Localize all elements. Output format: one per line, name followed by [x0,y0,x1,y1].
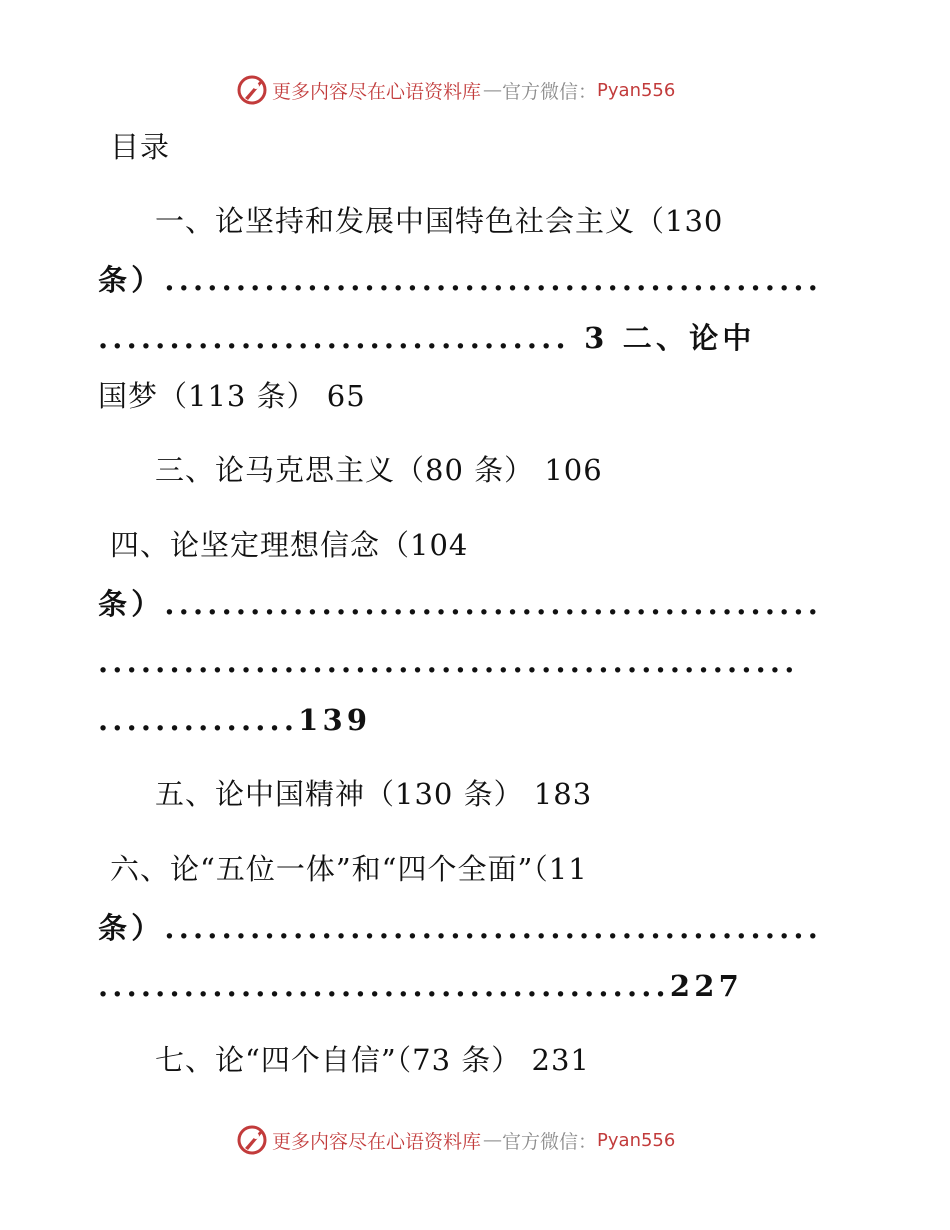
toc-line-10: 五、论中国精神（130 条） 183 [155,777,593,811]
toc-line-11: 六、论“五位一体”和“四个全面”（11 [110,852,588,886]
watermark-official-label: 官方微信： [502,80,598,103]
watermark-banner-top [236,73,675,107]
toc-line-2: 条）.............................................. [98,263,823,297]
watermark-separator: — [483,1129,501,1151]
quill-logo-icon [236,1124,268,1156]
watermark-text: 更多内容尽在心语资料库 [272,1130,482,1153]
toc-line-13: ........................................227 [98,969,743,1003]
toc-heading: 目录 [110,130,171,164]
toc-line-3: ................................. 3 二、论中 [98,321,756,355]
watermark-banner-bottom [236,1123,675,1157]
toc-line-12: 条）.............................................. [98,911,823,945]
toc-line-1: 一、论坚持和发展中国特色社会主义（130 [155,204,724,238]
watermark-official-label: 官方微信： [502,1130,598,1153]
watermark-wechat-id: Pyan556 [597,79,676,101]
watermark-wechat-id: Pyan556 [597,1129,676,1151]
toc-line-14: 七、论“四个自信”（73 条） 231 [155,1043,590,1077]
toc-line-6: 四、论坚定理想信念（104 [110,528,469,562]
toc-line-5: 三、论马克思主义（80 条） 106 [155,453,603,487]
toc-line-8: ................................................. [98,645,799,679]
watermark-separator: — [483,79,501,101]
watermark-text: 更多内容尽在心语资料库 [272,80,482,103]
quill-logo-icon [236,74,268,106]
toc-line-7: 条）.............................................. [98,587,823,621]
toc-line-9: ..............139 [98,703,372,737]
toc-line-4: 国梦（113 条） 65 [98,379,366,413]
